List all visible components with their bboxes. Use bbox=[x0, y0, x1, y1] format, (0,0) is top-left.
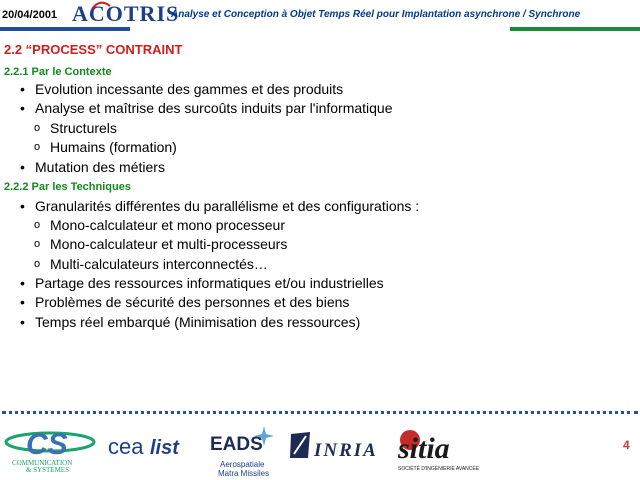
section-heading: 2.2.1 Par le Contexte bbox=[4, 66, 112, 78]
slide-title: 2.2 “PROCESS” CONTRAINT bbox=[4, 42, 183, 57]
list-logo-text: list bbox=[150, 437, 179, 459]
footer-divider bbox=[2, 411, 638, 414]
header-bar-right bbox=[510, 27, 640, 31]
eads-logo-line2: Matra Missiles bbox=[218, 469, 270, 478]
header-date: 20/04/2001 bbox=[2, 9, 58, 21]
list-item-text: Mutation des métiers bbox=[35, 159, 165, 175]
list-item-text: Problèmes de sécurité des personnes et des biens bbox=[35, 294, 350, 310]
list-item-text: Mono-calculateur et multi-processeurs bbox=[50, 236, 288, 252]
sitia-logo-tagline: SOCIÉTÉ D'INGÉNIERIE AVANCÉE bbox=[398, 466, 480, 472]
circle-bullet-icon: o bbox=[34, 238, 41, 250]
sitia-logo bbox=[396, 424, 482, 474]
header-subtitle: Analyse et Conception à Objet Temps Réel pour Implantation asynchrone / Synchrone bbox=[171, 9, 581, 20]
page-number: 4 bbox=[623, 438, 630, 452]
cea-list-logo bbox=[108, 424, 198, 464]
circle-bullet-icon: o bbox=[34, 141, 41, 153]
cs-logo bbox=[2, 424, 104, 474]
list-item-text: Granularités différentes du parallélisme et des configurations : bbox=[35, 198, 420, 214]
cs-logo-mark: CS bbox=[26, 428, 68, 461]
list-item-text: Evolution incessante des gammes et des produits bbox=[35, 81, 344, 97]
circle-bullet-icon: o bbox=[34, 258, 41, 270]
eads-logo bbox=[206, 424, 278, 480]
eads-logo-text: EADS bbox=[210, 434, 263, 455]
acotris-logo bbox=[70, 0, 180, 26]
list-item-text: Partage des ressources informatiques et/ou industrielles bbox=[35, 275, 384, 291]
cea-logo-text: cea bbox=[108, 434, 144, 459]
header-bar-left bbox=[0, 27, 130, 31]
acotris-logo-text: ACOTRIS bbox=[72, 1, 180, 26]
circle-bullet-icon: o bbox=[34, 122, 41, 134]
inria-logo-text: INRIA bbox=[314, 440, 378, 461]
list-item-text: Humains (formation) bbox=[50, 139, 177, 155]
eads-logo-line1: Aerospatiale bbox=[220, 460, 265, 469]
section-heading: 2.2.2 Par les Techniques bbox=[4, 181, 131, 193]
cs-logo-line1: COMMUNICATION bbox=[12, 459, 73, 467]
list-item-text: Temps réel embarqué (Minimisation des ressources) bbox=[35, 314, 361, 330]
list-item-text: Mono-calculateur et mono processeur bbox=[50, 217, 286, 233]
list-item-text: Multi-calculateurs interconnectés… bbox=[50, 256, 268, 272]
circle-bullet-icon: o bbox=[34, 219, 41, 231]
inria-logo bbox=[288, 424, 386, 464]
sitia-logo-text: sitia bbox=[398, 432, 450, 465]
cs-logo-line2: & SYSTEMES bbox=[26, 466, 69, 474]
list-item-text: Structurels bbox=[50, 120, 117, 136]
list-item-text: Analyse et maîtrise des surcoûts induits par l'informatique bbox=[35, 100, 393, 116]
